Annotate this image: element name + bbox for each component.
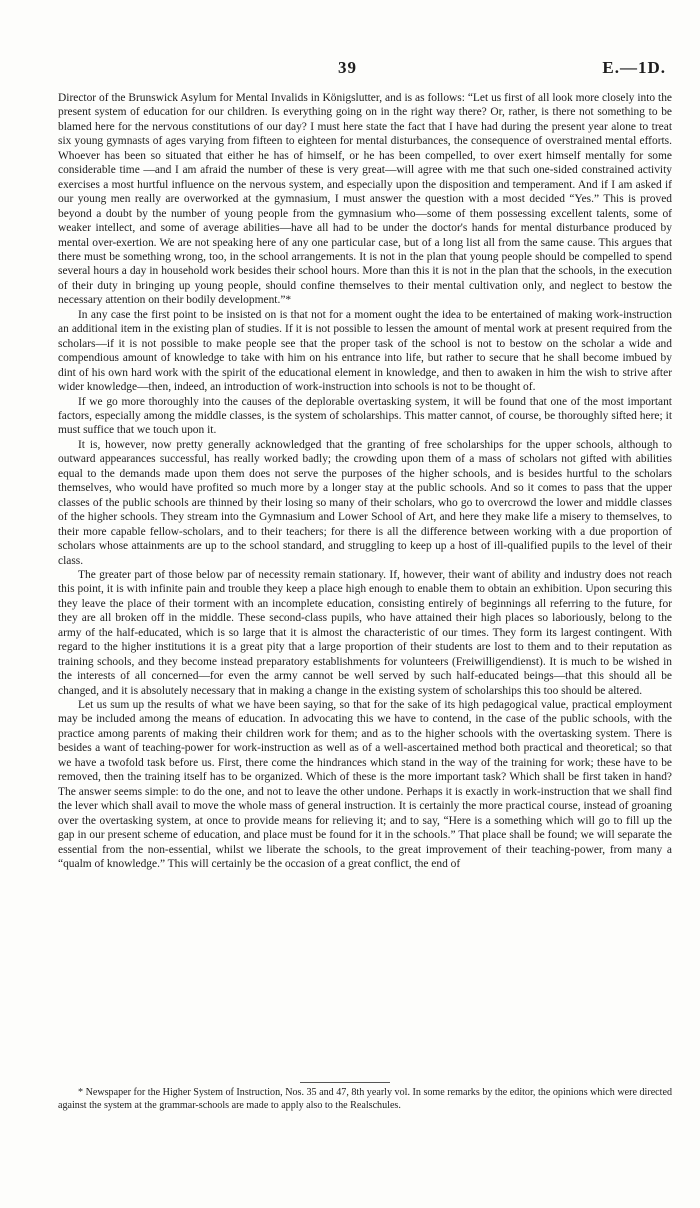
footnote (58, 1087, 672, 1112)
paragraph: If we go more thoroughly into the causes of the deplorable overtasking system, it will be found that one of the most important factors, especially among the middle classes, is the system of scholarships. This matter cannot, of course, be thoroughly sifted here; it must suffice that we touch upon it. (58, 395, 672, 437)
footnote-divider (300, 1082, 390, 1083)
paragraph: Let us sum up the results of what we have been saying, so that for the sake of its high pedagogical value, practical employment may be included among the means of education. In advocating this we have to contend, in the case of the public schools, with the practice among parents of making their children work for them; and as to the higher schools with the overtasking system. There is besides a want of teaching-power for work-instruction as well as of a well-ascertained method both practical and theoretical; so that we have a twofold task before us. First, there come the hindrances which stand in the way of the training for work; these have to be removed, then the training itself has to be organized. Which of these is the more important task? Which shall be first taken in hand? The answer seems simple: to do the one, and not to leave the other undone. Perhaps it is exactly in work-instruction that we shall find the lever which shall avail to move the whole mass of general instruction. It is certainly the more practical course, instead of groaning over the overtasking system, at once to provide means for relieving it; and to say, “Here is a something which will go to fill up the gap in our present scheme of education, and place must be found for it in the schools.” That place shall be found; we will separate the essential from the non-essential, whilst we liberate the schools, to the great improvement of their teaching-power, from many a “qualm of knowledge.” This will certainly be the occasion of a great conflict, the end of (58, 699, 672, 871)
body-text (58, 91, 672, 871)
page-header (58, 58, 666, 78)
paragraph: In any case the first point to be insisted on is that not for a moment ought the idea to be entertained of making work-instruction an additional item in the existing plan of studies. If it is not possible to lessen the amount of mental work at present required from the scholars—if it is not possible to make people see that the proper task of the school is not to bestow on the scholar a wide and compendious amount of knowledge to take with him on his entrance into life, but rather to secure that he shall become imbued by dint of his own hard work with the spirit of the educational element in knowledge, and then to awaken in him the wish to strive after wider knowledge—then, indeed, an introduction of work-instruction into schools is not to be thought of. (58, 308, 672, 394)
footnote-text: * Newspaper for the Higher System of Instruction, Nos. 35 and 47, 8th yearly vol. In some remarks by the editor, the opinions which were directed against the system at the grammar-schools are made to apply also to the Realschules. (58, 1087, 672, 1111)
paragraph: It is, however, now pretty generally acknowledged that the granting of free scholarships for the upper schools, although to outward appearances successful, has really worked badly; the crowding upon them of a mass of scholars not gifted with abilities equal to the demands made upon them does not serve the purposes of the higher schools, and is besides hurtful to the scholars themselves, who would have profited so much more by a longer stay at the public schools. And so it comes to pass that the upper classes of the public schools are thinned by their losing so many of their scholars, who go to overcrowd the lower and middle classes of the higher schools. They stream into the Gymnasium and Lower School of Art, and here they make life a misery to themselves, to their more capable fellow-scholars, and to their teachers; for there is all the difference between working with a due proportion of scholars whose attainments are up to the school standard, and struggling to keep up a host of ill-qualified pupils to the level of their class. (58, 438, 672, 567)
page-number: 39 (338, 58, 357, 77)
paragraph: The greater part of those below par of necessity remain stationary. If, however, their want of ability and industry does not reach this point, it is with infinite pain and trouble they keep a place high enough to enable them to obtain an exhibition. Upon securing this they leave the place of their torment with an incomplete education, consisting entirely of beginnings all referring to the future, for they are all broken off in the middle. These second-class pupils, who have attained their high places so laboriously, belong to the army of the half-educated, which is so large that it is almost the characteristic of our times. They form its largest contingent. With regard to the higher institutions it is a great pity that a large proportion of their students are lost to them and to their reputation as training schools, and they become instead preparatory establishments for volunteers (Freiwilligendienst). It is much to be wished in the interests of all concerned—for even the army cannot be well served by such half-educated beings—that this should all be changed, and it is absolutely necessary that in making a change in the existing system of scholarships this too should be altered. (58, 568, 672, 697)
document-reference: E.—1D. (602, 58, 666, 77)
paragraph: Director of the Brunswick Asylum for Mental Invalids in Königslutter, and is as follows: “Let us first of all look more closely into the present system of education for our children. Is everything going on in the right way there? Or, rather, is there not something to be blamed here for the nervous constitutions of our day? I must here state the fact that I have had during the present year alone to treat six young gymnasts of ages varying from fifteen to eighteen for mental disturbances, the consequence of overstrained mental efforts. Whoever has been so situated that either he has of himself, or he has been compelled, to over exert himself mentally for some considerable time —and I am afraid the number of these is very great—will agree with me that such one-sided constrained activity exercises a most hurtful influence on the nervous system, and especially upon the disposition and temperament. And if I am asked if our young men really are overworked at the gymnasium, I must answer the question with a most decided “Yes.” This is proved beyond a doubt by the number of young people from the gymnasium who—some of them possessing excellent talents, some of weaker intellect, and some of average abilities—have all had to be under the doctor's hands for mental disturbance produced by mental over-exertion. We are not speaking here of any one particular case, but of a long list all from the same cause. This argues that there must be something wrong, too, in the school arrangements. It is not in the plan that young people should be compelled to spend several hours a day in household work besides their school hours. More than this it is not in the plan that the schools, in the execution of their duty in bringing up young people, should confine themselves to their mental cultivation only, and neglect to bestow the necessary attention on their bodily development.”* (58, 92, 672, 307)
